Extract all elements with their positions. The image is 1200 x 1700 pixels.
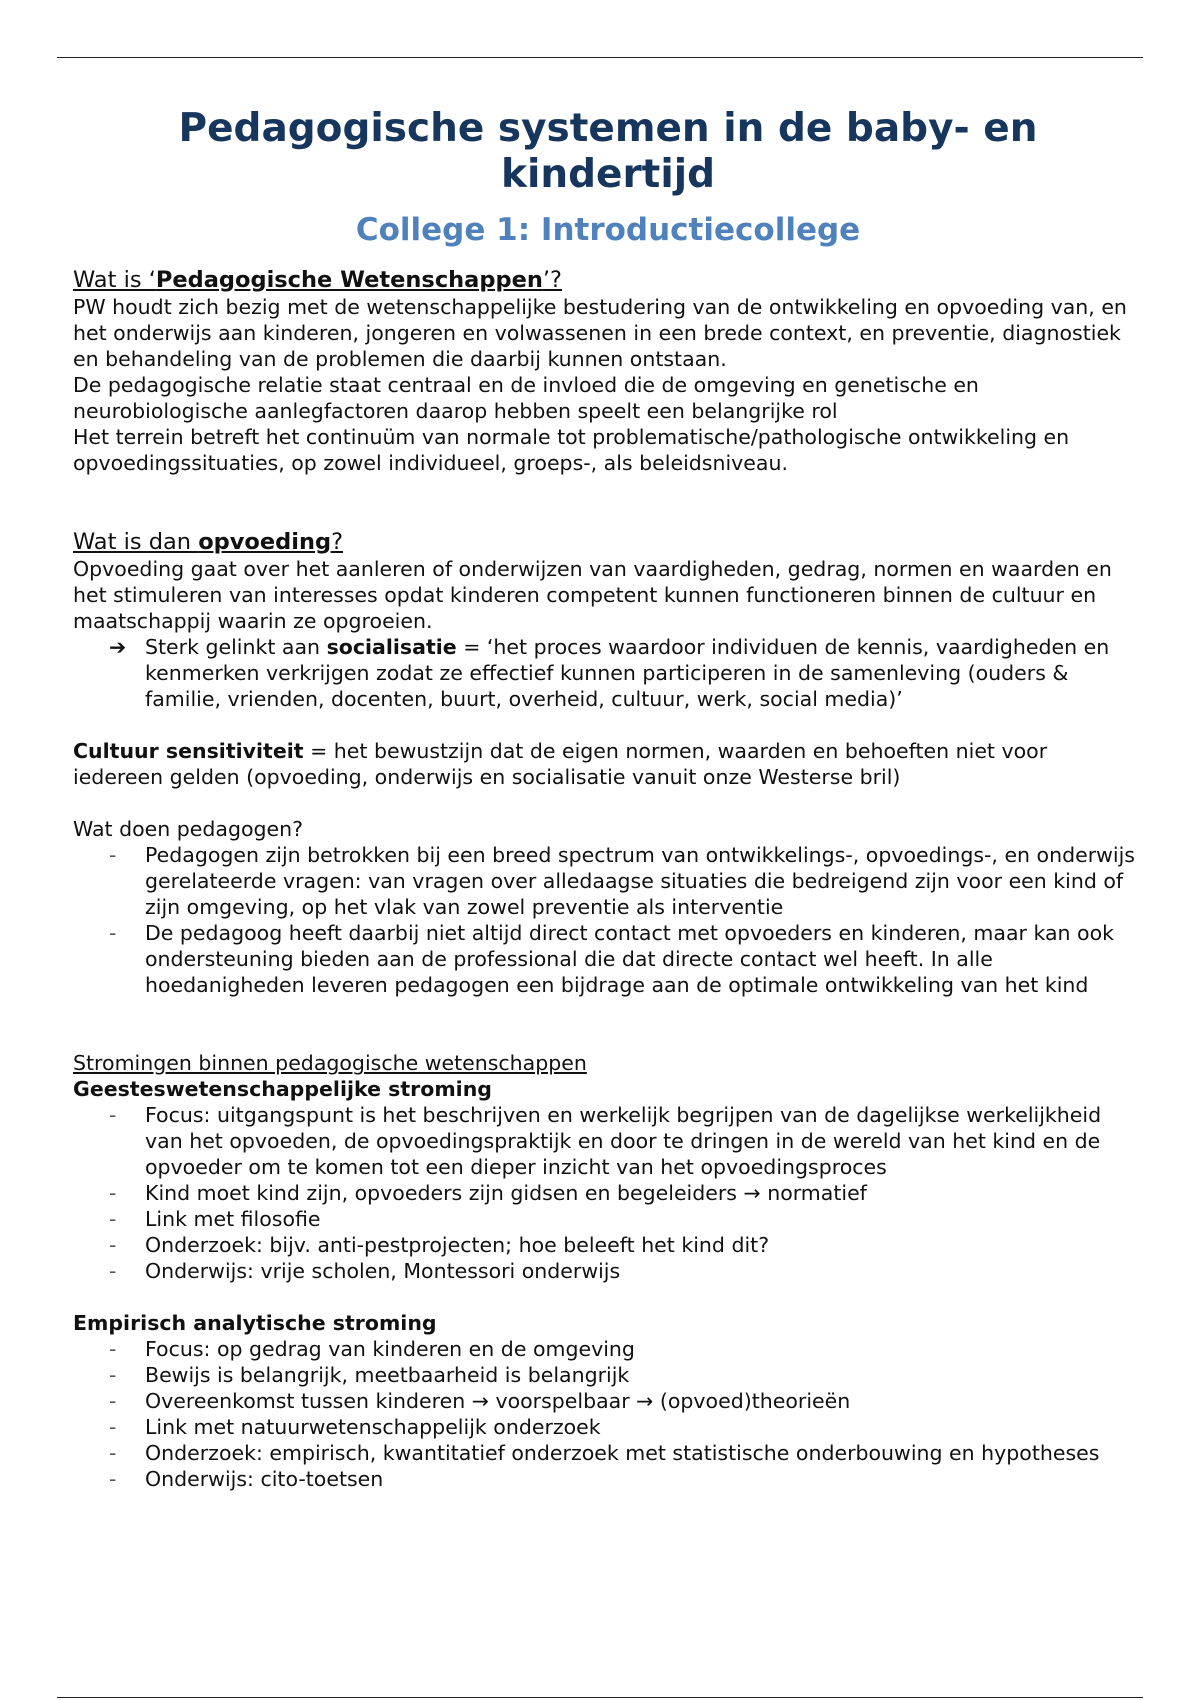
dash-bullet-icon: -: [109, 843, 117, 867]
list-item-text: Focus: uitgangspunt is het beschrijven en werkelijk begrijpen van de dagelijkse werkelijkheid van het opvoeden, de opvoedingspraktijk en door te dringen in de wereld van het kind en de opvoeder om te komen tot een dieper inzicht van het opvoedingsproces: [145, 1103, 1102, 1179]
dash-bullet-icon: -: [109, 1441, 117, 1465]
heading-bold-text: Pedagogische Wetenschappen: [155, 267, 543, 293]
list-item: [73, 1232, 1143, 1258]
list-item-text: Onderzoek: empirisch, kwantitatief onderzoek met statistische onderbouwing en hypotheses: [145, 1441, 1100, 1465]
list-item: [73, 1258, 1143, 1284]
dash-bullet-icon: -: [109, 1389, 117, 1413]
dash-bullet-icon: -: [109, 1233, 117, 1257]
list-item-text: Kind moet kind zijn, opvoeders zijn gidsen en begeleiders → normatief: [145, 1181, 867, 1205]
heading-text: Wat is dan: [73, 529, 199, 555]
list-item: [73, 634, 1143, 712]
list-item-text: De pedagoog heeft daarbij niet altijd direct contact met opvoeders en kinderen, maar kan ook ondersteuning bieden aan de professional die dat directe contact wel heeft. In alle hoedanigheden leveren pedagogen een bijdrage aan de optimale ontwikkeling van het kind: [145, 921, 1115, 997]
dash-bullet-icon: -: [109, 1467, 117, 1491]
definition-text: = het bewustzijn dat de eigen normen, waarden en behoeften niet voor iedereen gelden (opvoeding, onderwijs en socialisatie vanuit onze Westerse bril): [73, 739, 1048, 789]
list-item-text: Pedagogen zijn betrokken bij een breed spectrum van ontwikkelings-, opvoedings-, en onderwijs gerelateerde vragen: van vragen over alledaagse situaties die bedreigend zijn voor een kind of zijn omgeving, op het vlak van zowel preventie als interventie: [145, 843, 1135, 919]
subsection-heading: Geesteswetenschappelijke stroming: [73, 1077, 492, 1101]
list-item-text: Link met natuurwetenschappelijk onderzoek: [145, 1415, 601, 1439]
dash-bullet-icon: -: [109, 1103, 117, 1127]
section-heading: [73, 528, 1143, 556]
list-item-text: Overeenkomst tussen kinderen → voorspelbaar → (opvoed)theorieën: [145, 1389, 851, 1413]
list-item: [73, 1414, 1143, 1440]
section-heading: Wat doen pedagogen?: [73, 817, 304, 841]
bottom-rule: [57, 1697, 1143, 1698]
heading-bold-text: opvoeding: [198, 529, 332, 555]
paragraph: Opvoeding gaat over het aanleren of onderwijzen van vaardigheden, gedrag, normen en waarden en het stimuleren van interesses opdat kinderen competent kunnen functioneren binnen de cultuur en maatschappij waarin ze opgroeien.: [73, 557, 1112, 633]
term-bold-text: Cultuur sensitiviteit: [73, 739, 304, 763]
list-item: [73, 1388, 1143, 1414]
list-item-text: Onderwijs: cito-toetsen: [145, 1467, 384, 1491]
dash-list: [73, 842, 1143, 998]
section-pedagogische-wetenschappen: [73, 266, 1143, 476]
dash-bullet-icon: -: [109, 1363, 117, 1387]
paragraph: Het terrein betreft het continuüm van normale tot problematische/pathologische ontwikkeling en opvoedingssituaties, op zowel individueel, groeps-, als beleidsniveau.: [73, 425, 1070, 475]
section-wat-doen-pedagogen: [73, 816, 1143, 998]
dash-list: [73, 1102, 1143, 1284]
paragraph: De pedagogische relatie staat centraal en de invloed die de omgeving en genetische en neurobiologische aanlegfactoren daarop hebben speelt een belangrijke rol: [73, 373, 979, 423]
heading-text: Wat is ‘: [73, 267, 156, 293]
list-item: [73, 1440, 1143, 1466]
arrow-bullet-icon: ➔: [109, 635, 127, 659]
list-item-text: Onderzoek: bijv. anti-pestprojecten; hoe beleeft het kind dit?: [145, 1233, 770, 1257]
dash-bullet-icon: -: [109, 1259, 117, 1283]
section-opvoeding: [73, 528, 1143, 712]
subsection-heading: Empirisch analytische stroming: [73, 1311, 437, 1335]
list-item-text: = ‘het proces waardoor individuen de kennis, vaardigheden en kenmerken verkrijgen zodat ze effectief kunnen participeren in de samenleving (ouders & familie, vrienden, docenten, buurt, overheid, cultuur, werk, social media)’: [145, 635, 1110, 711]
top-rule: [57, 57, 1143, 58]
list-item-bold-text: socialisatie: [326, 635, 457, 659]
list-item: [73, 1180, 1143, 1206]
arrow-list: [73, 634, 1143, 712]
heading-text: ?: [331, 529, 344, 555]
paragraph: PW houdt zich bezig met de wetenschappelijke bestudering van de ontwikkeling en opvoeding van, en het onderwijs aan kinderen, jongeren en volwassenen in een brede context, en preventie, diagnostiek en behandeling van de problemen die daarbij kunnen ontstaan.: [73, 295, 1127, 371]
list-item-text: Sterk gelinkt aan: [145, 635, 327, 659]
list-item-text: Focus: op gedrag van kinderen en de omgeving: [145, 1337, 635, 1361]
list-item: [73, 1336, 1143, 1362]
dash-bullet-icon: -: [109, 1415, 117, 1439]
dash-bullet-icon: -: [109, 1181, 117, 1205]
document-subtitle: College 1: Introductiecollege: [355, 212, 861, 248]
list-item: [73, 1466, 1143, 1492]
heading-text: ’?: [542, 267, 562, 293]
section-heading: [73, 266, 1143, 294]
list-item: [73, 1362, 1143, 1388]
list-item: [73, 920, 1143, 998]
list-item-text: Link met filosofie: [145, 1207, 321, 1231]
list-item-text: Onderwijs: vrije scholen, Montessori onderwijs: [145, 1259, 621, 1283]
section-heading: Stromingen binnen pedagogische wetenschappen: [73, 1051, 587, 1075]
list-item: [73, 1102, 1143, 1180]
section-cultuur-sensitiviteit: [73, 738, 1143, 790]
list-item: [73, 842, 1143, 920]
dash-bullet-icon: -: [109, 1207, 117, 1231]
list-item-text: Bewijs is belangrijk, meetbaarheid is belangrijk: [145, 1363, 630, 1387]
section-stromingen: [73, 1050, 1143, 1492]
document-page: [73, 106, 1143, 1492]
dash-bullet-icon: -: [109, 1337, 117, 1361]
dash-bullet-icon: -: [109, 921, 117, 945]
list-item: [73, 1206, 1143, 1232]
document-title: Pedagogische systemen in de baby- en kindertijd: [178, 106, 1038, 197]
paragraph: [73, 738, 1143, 790]
dash-list: [73, 1336, 1143, 1492]
